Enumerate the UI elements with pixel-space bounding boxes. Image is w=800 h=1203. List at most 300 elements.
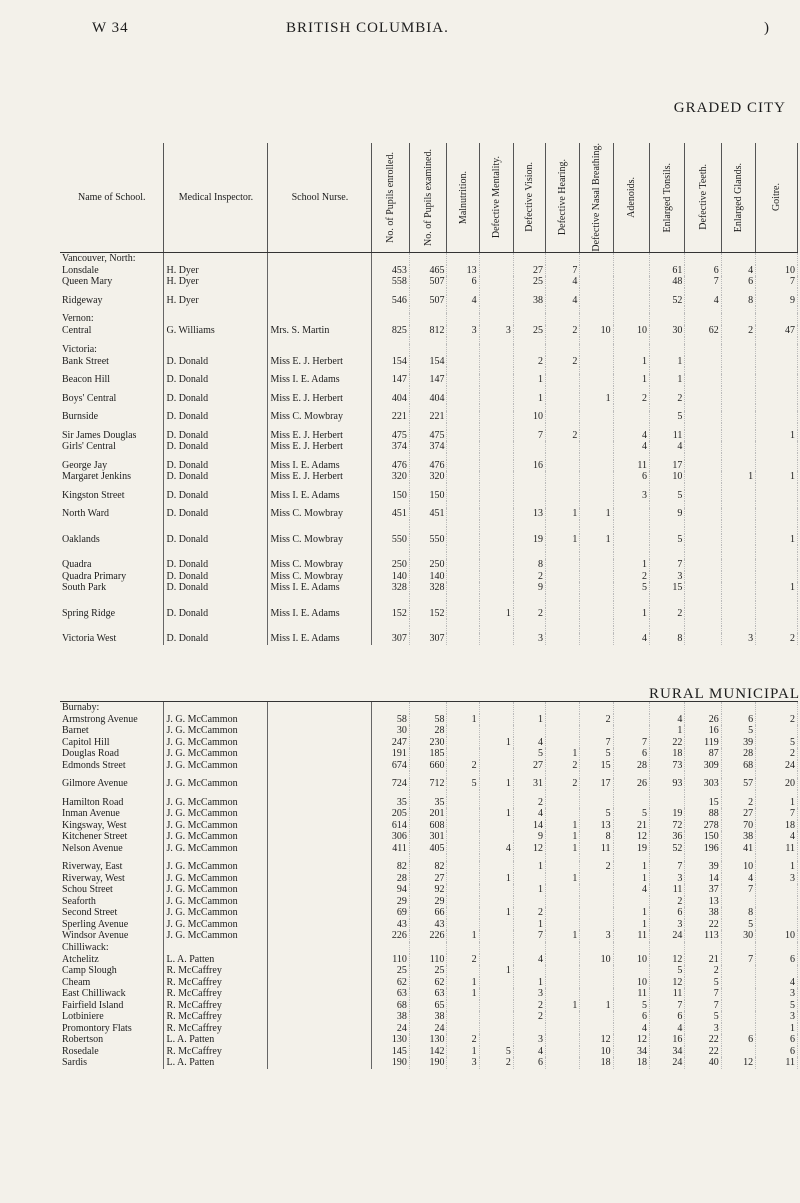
spacer-cell xyxy=(613,619,649,626)
count-cell: 63 xyxy=(372,988,410,1000)
school-nurse: Miss E. J. Herbert xyxy=(268,393,372,405)
spacer-cell xyxy=(756,501,798,508)
count-cell xyxy=(580,1023,613,1035)
spacer-cell xyxy=(721,626,755,633)
spacer-cell xyxy=(650,306,685,313)
school-name: Ridgeway xyxy=(60,295,164,307)
spacer-cell xyxy=(721,453,755,460)
medical-inspection-table xyxy=(60,143,798,1069)
spacer-cell xyxy=(60,527,164,534)
count-cell xyxy=(546,988,580,1000)
count-cell xyxy=(580,490,613,502)
school-row xyxy=(60,1023,798,1035)
count-cell xyxy=(546,471,580,483)
count-cell: 4 xyxy=(613,1023,649,1035)
spacer-cell xyxy=(613,306,649,313)
count-cell xyxy=(513,965,545,977)
spacer-cell xyxy=(409,306,447,313)
spacer-cell xyxy=(546,483,580,490)
district-heading: Chilliwack: xyxy=(60,942,164,954)
count-cell xyxy=(613,508,649,520)
spacer-cell xyxy=(164,404,268,411)
school-nurse xyxy=(268,954,372,966)
count-cell xyxy=(546,1034,580,1046)
medical-inspector: D. Donald xyxy=(164,633,268,645)
count-cell xyxy=(479,884,513,896)
spacer-cell xyxy=(60,552,164,559)
count-cell: 82 xyxy=(372,861,410,873)
page-title: BRITISH COLUMBIA. xyxy=(286,20,449,36)
spacer-cell xyxy=(479,790,513,797)
count-cell: 1 xyxy=(613,374,649,386)
spacer-cell xyxy=(513,520,545,527)
empty-cell xyxy=(372,942,410,954)
count-cell: 18 xyxy=(650,748,685,760)
count-cell xyxy=(447,508,479,520)
district-heading-row xyxy=(60,313,798,325)
count-cell: 25 xyxy=(372,965,410,977)
spacer-cell xyxy=(409,854,447,861)
column-header-label: No. of Pupils examined. xyxy=(422,148,434,246)
column-header xyxy=(447,143,479,252)
spacer-cell xyxy=(479,386,513,393)
medical-inspector: J. G. McCammon xyxy=(164,714,268,726)
school-nurse: Miss I. E. Adams xyxy=(268,582,372,594)
spacer-cell xyxy=(513,552,545,559)
spacer-cell xyxy=(513,854,545,861)
count-cell: 29 xyxy=(372,896,410,908)
count-cell: 21 xyxy=(685,954,721,966)
school-name: Margaret Jenkins xyxy=(60,471,164,483)
count-cell xyxy=(580,582,613,594)
count-cell: 6 xyxy=(650,1011,685,1023)
count-cell: 1 xyxy=(756,1023,798,1035)
spacer-cell xyxy=(60,771,164,778)
count-cell xyxy=(721,559,755,571)
count-cell xyxy=(580,559,613,571)
count-cell: 88 xyxy=(685,808,721,820)
count-cell: 2 xyxy=(546,778,580,790)
count-cell: 320 xyxy=(409,471,447,483)
spacer-cell xyxy=(479,483,513,490)
count-cell: 140 xyxy=(372,571,410,583)
count-cell: 5 xyxy=(756,1000,798,1012)
count-cell xyxy=(447,748,479,760)
count-cell: 303 xyxy=(685,778,721,790)
spacer-cell xyxy=(756,619,798,626)
spacer-row xyxy=(60,771,798,778)
count-cell xyxy=(447,797,479,809)
count-cell xyxy=(685,490,721,502)
count-cell xyxy=(479,582,513,594)
count-cell xyxy=(479,977,513,989)
school-name: South Park xyxy=(60,582,164,594)
empty-cell xyxy=(479,344,513,356)
medical-inspector: L. A. Patten xyxy=(164,954,268,966)
count-cell xyxy=(756,896,798,908)
count-cell: 52 xyxy=(650,843,685,855)
count-cell: 8 xyxy=(580,831,613,843)
count-cell xyxy=(546,582,580,594)
count-cell: 2 xyxy=(580,861,613,873)
spacer-cell xyxy=(580,483,613,490)
count-cell xyxy=(613,797,649,809)
count-cell: 24 xyxy=(409,1023,447,1035)
spacer-cell xyxy=(756,337,798,344)
count-cell: 6 xyxy=(721,1034,755,1046)
medical-inspector: R. McCaffrey xyxy=(164,1000,268,1012)
school-nurse xyxy=(268,760,372,772)
count-cell: 1 xyxy=(447,930,479,942)
count-cell: 34 xyxy=(650,1046,685,1058)
count-cell: 7 xyxy=(650,861,685,873)
spacer-cell xyxy=(546,306,580,313)
medical-inspector: L. A. Patten xyxy=(164,1034,268,1046)
school-nurse xyxy=(268,737,372,749)
count-cell: 69 xyxy=(372,907,410,919)
spacer-cell xyxy=(650,854,685,861)
medical-inspector: D. Donald xyxy=(164,508,268,520)
count-cell xyxy=(479,1034,513,1046)
count-cell: 15 xyxy=(650,582,685,594)
district-heading-row xyxy=(60,344,798,356)
spacer-cell xyxy=(447,423,479,430)
count-cell: 404 xyxy=(409,393,447,405)
spacer-cell xyxy=(756,594,798,601)
count-cell: 7 xyxy=(650,1000,685,1012)
spacer-cell xyxy=(479,619,513,626)
count-cell: 38 xyxy=(372,1011,410,1023)
count-cell: 6 xyxy=(613,1011,649,1023)
count-cell xyxy=(479,374,513,386)
count-cell xyxy=(721,430,755,442)
school-nurse: Miss E. J. Herbert xyxy=(268,441,372,453)
spacer-cell xyxy=(580,619,613,626)
count-cell xyxy=(721,356,755,368)
empty-cell xyxy=(580,344,613,356)
count-cell xyxy=(756,490,798,502)
empty-cell xyxy=(479,252,513,265)
count-cell: 1 xyxy=(447,988,479,1000)
spacer-cell xyxy=(546,854,580,861)
school-row xyxy=(60,1057,798,1069)
count-cell xyxy=(479,265,513,277)
school-nurse: Miss C. Mowbray xyxy=(268,508,372,520)
school-name: Schou Street xyxy=(60,884,164,896)
count-cell xyxy=(546,393,580,405)
school-name: Second Street xyxy=(60,907,164,919)
count-cell: 2 xyxy=(650,896,685,908)
empty-cell xyxy=(685,344,721,356)
spacer-cell xyxy=(756,790,798,797)
count-cell: 1 xyxy=(546,873,580,885)
count-cell xyxy=(479,460,513,472)
count-cell: 6 xyxy=(685,265,721,277)
count-cell xyxy=(546,490,580,502)
medical-inspector: J. G. McCammon xyxy=(164,831,268,843)
count-cell: 20 xyxy=(756,778,798,790)
school-name: Beacon Hill xyxy=(60,374,164,386)
school-name: Sperling Avenue xyxy=(60,919,164,931)
count-cell: 8 xyxy=(650,633,685,645)
count-cell xyxy=(479,725,513,737)
spacer-cell xyxy=(650,386,685,393)
spacer-cell xyxy=(756,367,798,374)
spacer-cell xyxy=(546,337,580,344)
count-cell: 306 xyxy=(372,831,410,843)
count-cell xyxy=(479,471,513,483)
spacer-cell xyxy=(685,337,721,344)
spacer-cell xyxy=(721,619,755,626)
count-cell: 130 xyxy=(372,1034,410,1046)
school-row xyxy=(60,559,798,571)
count-cell: 475 xyxy=(409,430,447,442)
spacer-cell xyxy=(546,771,580,778)
empty-cell xyxy=(650,942,685,954)
spacer-cell xyxy=(513,619,545,626)
spacer-cell xyxy=(164,501,268,508)
count-cell: 230 xyxy=(409,737,447,749)
count-cell: 1 xyxy=(613,873,649,885)
count-cell: 5 xyxy=(513,748,545,760)
count-cell: 58 xyxy=(372,714,410,726)
medical-inspector: J. G. McCammon xyxy=(164,861,268,873)
count-cell: 328 xyxy=(372,582,410,594)
spacer-cell xyxy=(546,790,580,797)
count-cell: 451 xyxy=(409,508,447,520)
empty-cell xyxy=(268,313,372,325)
school-row xyxy=(60,907,798,919)
count-cell xyxy=(580,295,613,307)
count-cell: 5 xyxy=(756,737,798,749)
count-cell: 3 xyxy=(447,1057,479,1069)
count-cell: 3 xyxy=(650,873,685,885)
spacer-cell xyxy=(580,386,613,393)
spacer-cell xyxy=(513,423,545,430)
count-cell: 5 xyxy=(447,778,479,790)
spacer-cell xyxy=(580,288,613,295)
count-cell: 7 xyxy=(650,559,685,571)
count-cell: 247 xyxy=(372,737,410,749)
spacer-cell xyxy=(372,626,410,633)
spacer-cell xyxy=(268,527,372,534)
spacer-cell xyxy=(650,545,685,552)
spacer-cell xyxy=(513,404,545,411)
spacer-cell xyxy=(164,854,268,861)
count-cell: 374 xyxy=(409,441,447,453)
school-name: Capitol Hill xyxy=(60,737,164,749)
count-cell xyxy=(685,633,721,645)
school-row xyxy=(60,582,798,594)
spacer-cell xyxy=(546,520,580,527)
school-row xyxy=(60,748,798,760)
count-cell: 6 xyxy=(513,1057,545,1069)
count-cell: 10 xyxy=(756,930,798,942)
spacer-cell xyxy=(60,501,164,508)
column-header-row xyxy=(60,143,798,252)
spacer-cell xyxy=(479,854,513,861)
count-cell: 7 xyxy=(513,930,545,942)
count-cell: 94 xyxy=(372,884,410,896)
spacer-cell xyxy=(268,790,372,797)
spacer-row xyxy=(60,527,798,534)
count-cell xyxy=(685,356,721,368)
spacer-cell xyxy=(721,552,755,559)
count-cell xyxy=(546,571,580,583)
spacer-cell xyxy=(164,626,268,633)
spacer-cell xyxy=(613,367,649,374)
count-cell xyxy=(580,374,613,386)
count-cell: 2 xyxy=(447,1034,479,1046)
count-cell: 13 xyxy=(580,820,613,832)
empty-cell xyxy=(447,701,479,714)
medical-inspector: R. McCaffrey xyxy=(164,988,268,1000)
district-heading-row xyxy=(60,252,798,265)
medical-inspector: J. G. McCammon xyxy=(164,873,268,885)
count-cell: 5 xyxy=(613,1000,649,1012)
medical-inspector: D. Donald xyxy=(164,471,268,483)
spacer-cell xyxy=(372,501,410,508)
count-cell: 21 xyxy=(613,820,649,832)
spacer-cell xyxy=(372,527,410,534)
spacer-row xyxy=(60,367,798,374)
count-cell: 87 xyxy=(685,748,721,760)
count-cell: 93 xyxy=(650,778,685,790)
spacer-cell xyxy=(580,527,613,534)
count-cell xyxy=(685,393,721,405)
spacer-cell xyxy=(164,619,268,626)
spacer-cell xyxy=(268,601,372,608)
spacer-cell xyxy=(613,404,649,411)
spacer-cell xyxy=(409,453,447,460)
medical-inspector: J. G. McCammon xyxy=(164,884,268,896)
count-cell xyxy=(685,508,721,520)
school-row xyxy=(60,430,798,442)
spacer-row xyxy=(60,545,798,552)
count-cell: 8 xyxy=(721,295,755,307)
count-cell: 221 xyxy=(372,411,410,423)
spacer-cell xyxy=(756,545,798,552)
count-cell: 4 xyxy=(613,884,649,896)
spacer-cell xyxy=(650,288,685,295)
count-cell: 12 xyxy=(613,1034,649,1046)
count-cell: 11 xyxy=(650,430,685,442)
spacer-cell xyxy=(685,404,721,411)
count-cell xyxy=(546,1023,580,1035)
spacer-cell xyxy=(685,288,721,295)
school-row xyxy=(60,988,798,1000)
count-cell: 1 xyxy=(546,843,580,855)
spacer-cell xyxy=(721,527,755,534)
spacer-cell xyxy=(268,386,372,393)
spacer-cell xyxy=(268,771,372,778)
school-nurse: Miss I. E. Adams xyxy=(268,633,372,645)
count-cell: 1 xyxy=(546,930,580,942)
medical-inspector: R. McCaffrey xyxy=(164,1023,268,1035)
count-cell: 150 xyxy=(685,831,721,843)
count-cell: 73 xyxy=(650,760,685,772)
spacer-cell xyxy=(580,790,613,797)
empty-cell xyxy=(756,344,798,356)
count-cell: 3 xyxy=(650,919,685,931)
count-cell xyxy=(580,571,613,583)
count-cell xyxy=(580,411,613,423)
empty-cell xyxy=(613,942,649,954)
count-cell: 546 xyxy=(372,295,410,307)
count-cell: 1 xyxy=(513,977,545,989)
school-name: Spring Ridge xyxy=(60,608,164,620)
count-cell: 1 xyxy=(479,608,513,620)
count-cell: 22 xyxy=(685,1046,721,1058)
spacer-cell xyxy=(164,453,268,460)
spacer-cell xyxy=(756,601,798,608)
empty-cell xyxy=(650,313,685,325)
count-cell xyxy=(756,441,798,453)
column-header-label: Enlarged Tonsils. xyxy=(661,162,673,233)
count-cell xyxy=(685,374,721,386)
spacer-cell xyxy=(546,545,580,552)
spacer-cell xyxy=(546,527,580,534)
count-cell: 196 xyxy=(685,843,721,855)
school-name: Quadra xyxy=(60,559,164,571)
empty-cell xyxy=(721,942,755,954)
medical-inspector: D. Donald xyxy=(164,608,268,620)
count-cell xyxy=(721,490,755,502)
spacer-cell xyxy=(409,386,447,393)
school-row xyxy=(60,460,798,472)
count-cell: 19 xyxy=(513,534,545,546)
school-name: Burnside xyxy=(60,411,164,423)
spacer-cell xyxy=(650,337,685,344)
count-cell: 92 xyxy=(409,884,447,896)
spacer-row xyxy=(60,288,798,295)
spacer-cell xyxy=(580,501,613,508)
spacer-row xyxy=(60,552,798,559)
spacer-cell xyxy=(409,520,447,527)
section-title-rural-municipal: RURAL MUNICIPAL xyxy=(649,686,800,702)
count-cell xyxy=(513,873,545,885)
count-cell: 39 xyxy=(721,737,755,749)
count-cell: 185 xyxy=(409,748,447,760)
count-cell xyxy=(447,490,479,502)
count-cell: 465 xyxy=(409,265,447,277)
school-row xyxy=(60,896,798,908)
count-cell xyxy=(756,508,798,520)
school-name: Atchelitz xyxy=(60,954,164,966)
empty-cell xyxy=(546,701,580,714)
empty-cell xyxy=(268,344,372,356)
spacer-cell xyxy=(650,367,685,374)
spacer-cell xyxy=(164,288,268,295)
spacer-cell xyxy=(164,337,268,344)
count-cell: 5 xyxy=(479,1046,513,1058)
count-cell xyxy=(756,559,798,571)
spacer-cell xyxy=(164,483,268,490)
spacer-cell xyxy=(479,626,513,633)
count-cell: 130 xyxy=(409,1034,447,1046)
count-cell xyxy=(756,460,798,472)
count-cell xyxy=(756,356,798,368)
count-cell xyxy=(721,582,755,594)
spacer-cell xyxy=(513,501,545,508)
count-cell: 4 xyxy=(546,276,580,288)
count-cell xyxy=(479,820,513,832)
count-cell: 9 xyxy=(650,508,685,520)
column-header xyxy=(479,143,513,252)
spacer-cell xyxy=(546,601,580,608)
spacer-cell xyxy=(613,771,649,778)
school-nurse xyxy=(268,295,372,307)
